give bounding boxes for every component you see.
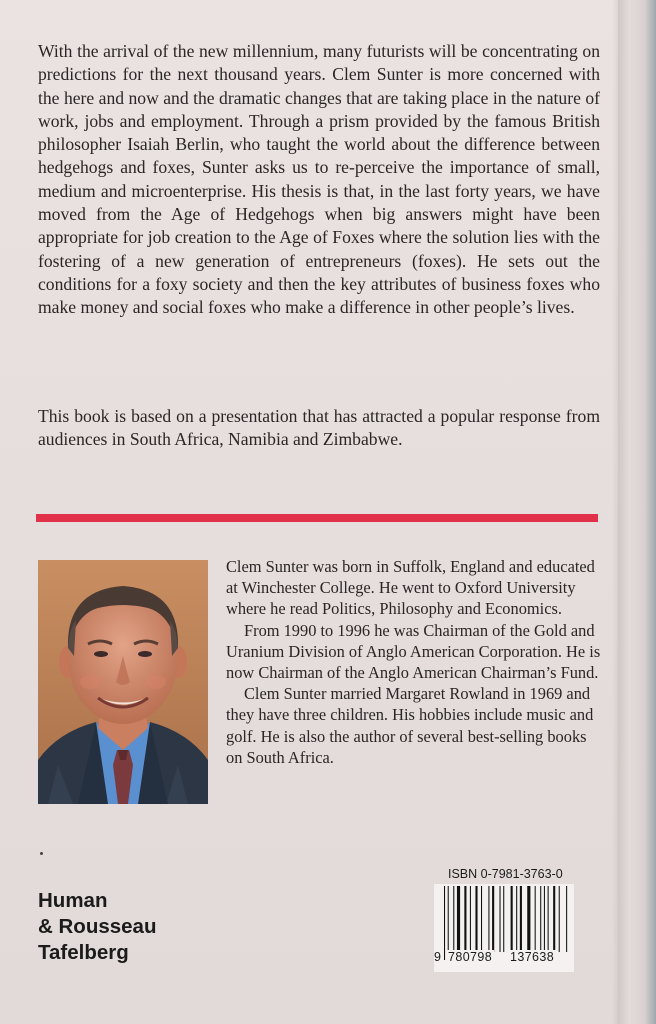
barcode-right-digits: 137638 bbox=[510, 950, 555, 964]
barcode-bar bbox=[448, 886, 449, 960]
barcode-bar bbox=[481, 886, 482, 952]
barcode-bar bbox=[470, 886, 471, 952]
barcode-bar bbox=[475, 886, 477, 952]
barcode-bar bbox=[500, 886, 501, 952]
barcode-bar bbox=[516, 886, 517, 952]
author-portrait-drawing bbox=[38, 560, 208, 804]
author-biography bbox=[226, 556, 602, 768]
speck-mark bbox=[40, 852, 43, 855]
barcode-bar bbox=[553, 886, 555, 952]
barcode-lead-digit: 9 bbox=[434, 950, 441, 964]
barcode-bar bbox=[503, 886, 504, 952]
red-divider-rule bbox=[36, 514, 598, 522]
barcode-bar bbox=[527, 886, 530, 952]
barcode-bar bbox=[559, 886, 560, 952]
barcode-bar bbox=[457, 886, 460, 952]
publisher-line-2: & Rousseau bbox=[38, 915, 157, 938]
barcode-bar bbox=[492, 886, 494, 952]
blurb-paragraph-1: With the arrival of the new millennium, many futurists will be concentrating on predictions for the next thousand years. Clem Sunter is more concerned with the here and now and the dramatic changes that are taking place in the nature of work, jobs and employment. Through a prism provided by the famous British philosopher Isaiah Berlin, who taught the world about the difference between hedgehogs and foxes, Sunter asks us to re-perceive the importance of small, medium and microenterprise. His thesis is that, in the last forty years, we have moved from the Age of Hedgehogs when big answers might have been appropriate for job creation to the Age of Foxes where the solution lies with the fostering of a new generation of entrepreneurs (foxes). He sets out the conditions for a foxy society and then the key attributes of business foxes who make money and social foxes who make a difference in other people’s lives. bbox=[38, 41, 600, 318]
barcode-bar bbox=[540, 886, 541, 960]
barcode-digits bbox=[434, 950, 574, 970]
barcode-bar bbox=[444, 886, 445, 960]
barcode-left-digits: 780798 bbox=[448, 950, 493, 964]
barcode-bar bbox=[535, 886, 536, 960]
book-spine-edge bbox=[618, 0, 656, 1024]
barcode-bar bbox=[453, 886, 454, 952]
barcode-bar bbox=[511, 886, 513, 952]
isbn-label: ISBN 0-7981-3763-0 bbox=[448, 867, 563, 881]
author-portrait bbox=[38, 560, 208, 804]
blurb-paragraph-2: This book is based on a presentation that has attracted a popular response from audiences in South Africa, Namibia and Zimbabwe. bbox=[38, 406, 600, 450]
barcode-bar bbox=[488, 886, 489, 952]
barcode-bar bbox=[566, 886, 567, 952]
barcode-bar bbox=[464, 886, 466, 952]
bio-paragraph-2: From 1990 to 1996 he was Chairman of the Gold and Uranium Division of Anglo American Corporation. He is now Chairman of the Anglo American Chairman’s Fund. bbox=[226, 620, 601, 683]
barcode bbox=[434, 884, 574, 972]
barcode-bar bbox=[548, 886, 549, 952]
bio-paragraph-1: Clem Sunter was born in Suffolk, England and educated at Winchester College. He went to Oxford University where he read Politics, Philosophy and Economics. bbox=[226, 557, 595, 619]
barcode-bar bbox=[544, 886, 545, 952]
barcode-bar bbox=[520, 886, 522, 952]
publisher-line-1: Human bbox=[38, 889, 108, 912]
bio-paragraph-3: Clem Sunter married Margaret Rowland in 1969 and they have three children. His hobbies include music and golf. He is also the author of several best-selling books on South Africa. bbox=[226, 684, 594, 767]
publisher-line-3: Tafelberg bbox=[38, 941, 129, 964]
publisher-logo bbox=[38, 888, 156, 966]
